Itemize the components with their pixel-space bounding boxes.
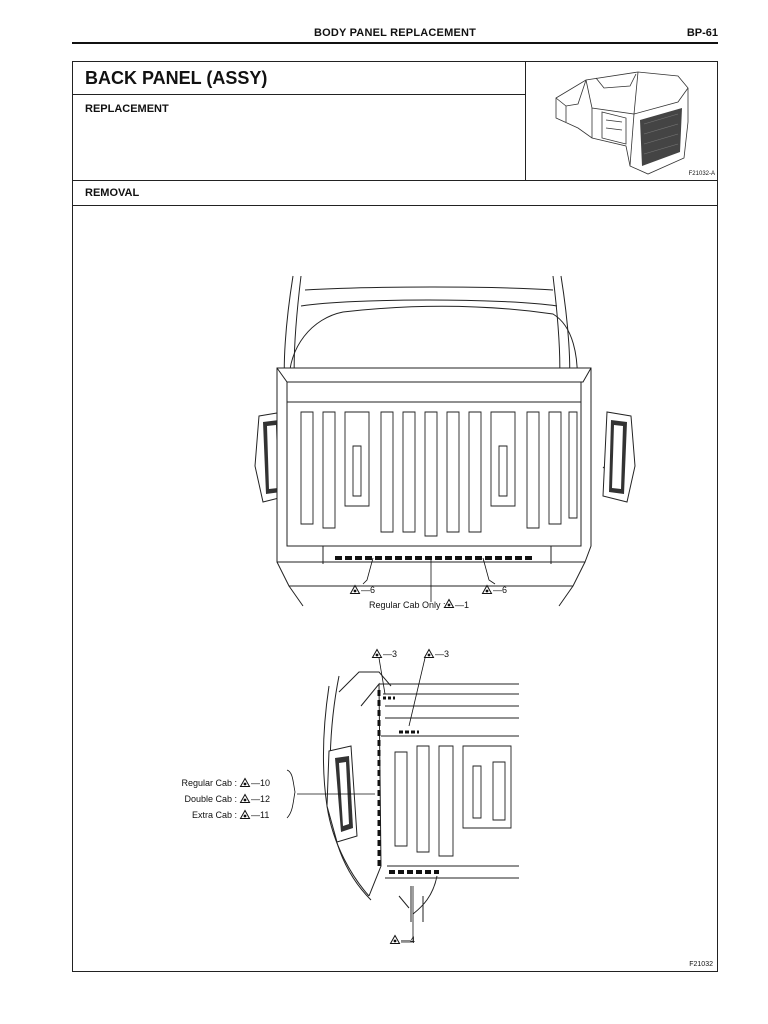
callout-top-right: —3	[435, 649, 450, 659]
figure-code: F21032	[689, 961, 713, 968]
removal-cell	[73, 180, 717, 206]
cab-side-view	[323, 672, 519, 922]
page-header	[72, 22, 718, 44]
callout-top-left: —3	[383, 649, 398, 659]
title-cell	[73, 62, 526, 95]
thumbnail-code: F21032-A	[688, 171, 715, 177]
page-number: BP-61	[686, 27, 718, 39]
lower-callouts	[181, 649, 449, 945]
regular-cab-label: Regular Cab :	[181, 778, 237, 788]
removal-heading: REMOVAL	[85, 187, 140, 199]
callout-regular-cab-only-value: —1	[455, 600, 470, 610]
thumbnail-cell	[526, 62, 718, 180]
extra-cab-label: Extra Cab :	[191, 810, 237, 820]
back-panel-thumbnail	[526, 62, 718, 180]
subtitle: REPLACEMENT	[85, 103, 169, 115]
callout-upper-left: —6	[361, 585, 376, 595]
upper-callouts	[351, 585, 508, 610]
callout-upper-right: —6	[493, 585, 508, 595]
lower-weld-lines	[379, 690, 439, 872]
doc-title: BACK PANEL (ASSY)	[85, 68, 268, 88]
extra-cab-value: —11	[251, 810, 270, 820]
side-panel-ribs	[395, 746, 511, 856]
removal-illustration	[73, 206, 719, 971]
document-frame	[72, 61, 718, 972]
regular-cab-value: —10	[251, 778, 271, 788]
callout-bottom: —4	[401, 935, 416, 945]
double-cab-value: —12	[251, 794, 271, 804]
upper-leaders	[363, 558, 495, 602]
lower-leaders	[287, 658, 425, 942]
subtitle-cell	[73, 95, 526, 180]
section-title: BODY PANEL REPLACEMENT	[313, 27, 477, 39]
double-cab-label: Double Cab :	[184, 794, 237, 804]
callout-regular-cab-only: Regular Cab Only :	[369, 600, 446, 610]
